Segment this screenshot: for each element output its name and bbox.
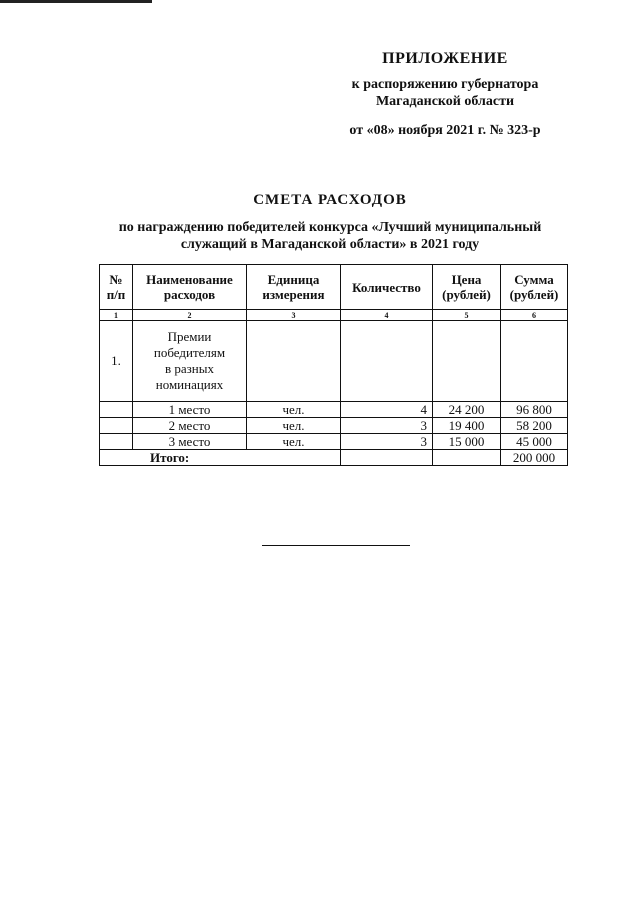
row-qty: 3 <box>341 418 433 434</box>
appendix-date-line: от «08» ноября 2021 г. № 323-р <box>349 123 541 138</box>
table-row-premium <box>100 321 568 402</box>
row-sum: 96 800 <box>501 402 568 418</box>
appendix-heading: ПРИЛОЖЕНИЕ <box>382 50 508 67</box>
header-sum: Сумма (рублей) <box>501 265 568 310</box>
total-label: Итого: <box>100 450 341 466</box>
scan-edge-mark <box>0 0 152 3</box>
row-name: 2 место <box>133 418 247 434</box>
table-row <box>100 418 568 434</box>
column-number-row <box>100 310 568 321</box>
premium-sum <box>501 321 568 402</box>
premium-num: 1. <box>100 321 133 402</box>
total-sum: 200 000 <box>501 450 568 466</box>
col-number: 2 <box>133 310 247 321</box>
premium-name: Премии победителям в разных номинациях <box>133 321 247 402</box>
document-title: СМЕТА РАСХОДОВ <box>253 192 407 208</box>
row-sum: 45 000 <box>501 434 568 450</box>
row-name: 3 место <box>133 434 247 450</box>
header-price: Цена (рублей) <box>433 265 501 310</box>
col-number: 5 <box>433 310 501 321</box>
appendix-line-1: к распоряжению губернатора <box>351 77 539 92</box>
row-unit: чел. <box>247 402 341 418</box>
table-total-row <box>100 450 568 466</box>
row-unit: чел. <box>247 418 341 434</box>
premium-price <box>433 321 501 402</box>
row-unit: чел. <box>247 434 341 450</box>
appendix-line-2: Магаданской области <box>375 94 515 109</box>
header-qty: Количество <box>341 265 433 310</box>
col-number: 6 <box>501 310 568 321</box>
col-number: 1 <box>100 310 133 321</box>
row-qty: 3 <box>341 434 433 450</box>
premium-qty <box>341 321 433 402</box>
document-subtitle-1: по награждению победителей конкурса «Лучший муниципальный <box>118 220 542 235</box>
table-row <box>100 402 568 418</box>
col-number: 4 <box>341 310 433 321</box>
header-name: Наименование расходов <box>133 265 247 310</box>
col-number: 3 <box>247 310 341 321</box>
row-price: 24 200 <box>433 402 501 418</box>
estimate-table <box>99 264 568 466</box>
row-qty: 4 <box>341 402 433 418</box>
row-price: 15 000 <box>433 434 501 450</box>
row-name: 1 место <box>133 402 247 418</box>
signature-rule <box>262 545 410 546</box>
header-num: № п/п <box>100 265 133 310</box>
document-title-block <box>90 192 570 253</box>
table-row <box>100 434 568 450</box>
table-header-row <box>100 265 568 310</box>
row-sum: 58 200 <box>501 418 568 434</box>
header-unit: Единица измерения <box>247 265 341 310</box>
document-subtitle-2: служащий в Магаданской области» в 2021 году <box>180 237 480 252</box>
appendix-block <box>300 50 590 139</box>
premium-unit <box>247 321 341 402</box>
row-price: 19 400 <box>433 418 501 434</box>
